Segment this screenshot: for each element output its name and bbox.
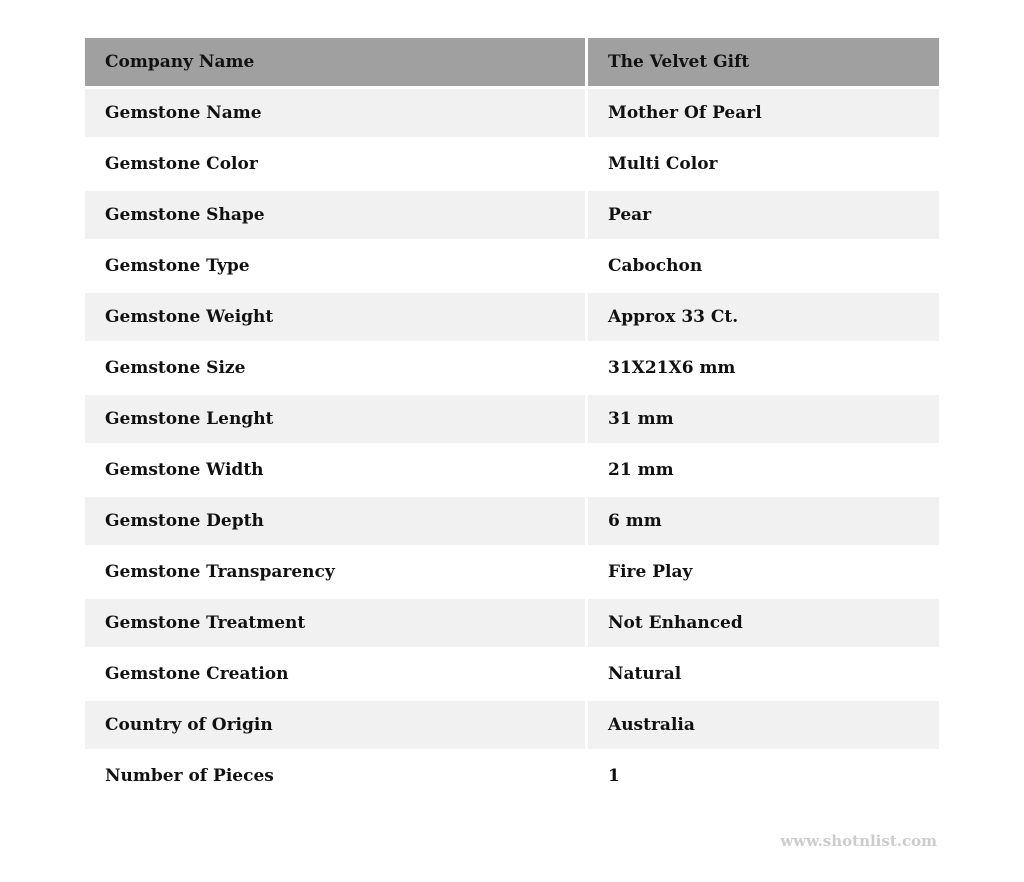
row-label: Gemstone Depth [85,497,585,545]
row-value: 1 [588,752,939,800]
row-value: 6 mm [588,497,939,545]
row-label: Gemstone Lenght [85,395,585,443]
row-label: Gemstone Weight [85,293,585,341]
row-value: 31X21X6 mm [588,344,939,392]
gemstone-spec-table [82,35,942,803]
row-label: Gemstone Transparency [85,548,585,596]
row-label: Gemstone Treatment [85,599,585,647]
row-value: Multi Color [588,140,939,188]
row-value: 31 mm [588,395,939,443]
table-row [85,293,939,341]
row-label: Gemstone Shape [85,191,585,239]
table-row [85,446,939,494]
row-value: Cabochon [588,242,939,290]
table-row [85,599,939,647]
table-row [85,650,939,698]
row-value: Natural [588,650,939,698]
row-label: Gemstone Creation [85,650,585,698]
row-value: Fire Play [588,548,939,596]
row-value: Pear [588,191,939,239]
row-label: Gemstone Color [85,140,585,188]
table-row [85,752,939,800]
row-value: Not Enhanced [588,599,939,647]
row-value: Approx 33 Ct. [588,293,939,341]
header-value-cell: The Velvet Gift [588,38,939,86]
row-label: Gemstone Size [85,344,585,392]
table-row [85,140,939,188]
row-label: Gemstone Type [85,242,585,290]
table-header-row [85,38,939,86]
table-row [85,344,939,392]
row-label: Gemstone Width [85,446,585,494]
row-label: Number of Pieces [85,752,585,800]
table-row [85,191,939,239]
table-row [85,242,939,290]
row-value: 21 mm [588,446,939,494]
table-row [85,395,939,443]
table-row [85,701,939,749]
row-value: Mother Of Pearl [588,89,939,137]
watermark-text: www.shotnlist.com [780,832,937,850]
table-row [85,548,939,596]
header-label-cell: Company Name [85,38,585,86]
table-head [85,38,939,86]
row-label: Country of Origin [85,701,585,749]
row-label: Gemstone Name [85,89,585,137]
table-row [85,497,939,545]
table-body [85,89,939,800]
row-value: Australia [588,701,939,749]
table-row [85,89,939,137]
